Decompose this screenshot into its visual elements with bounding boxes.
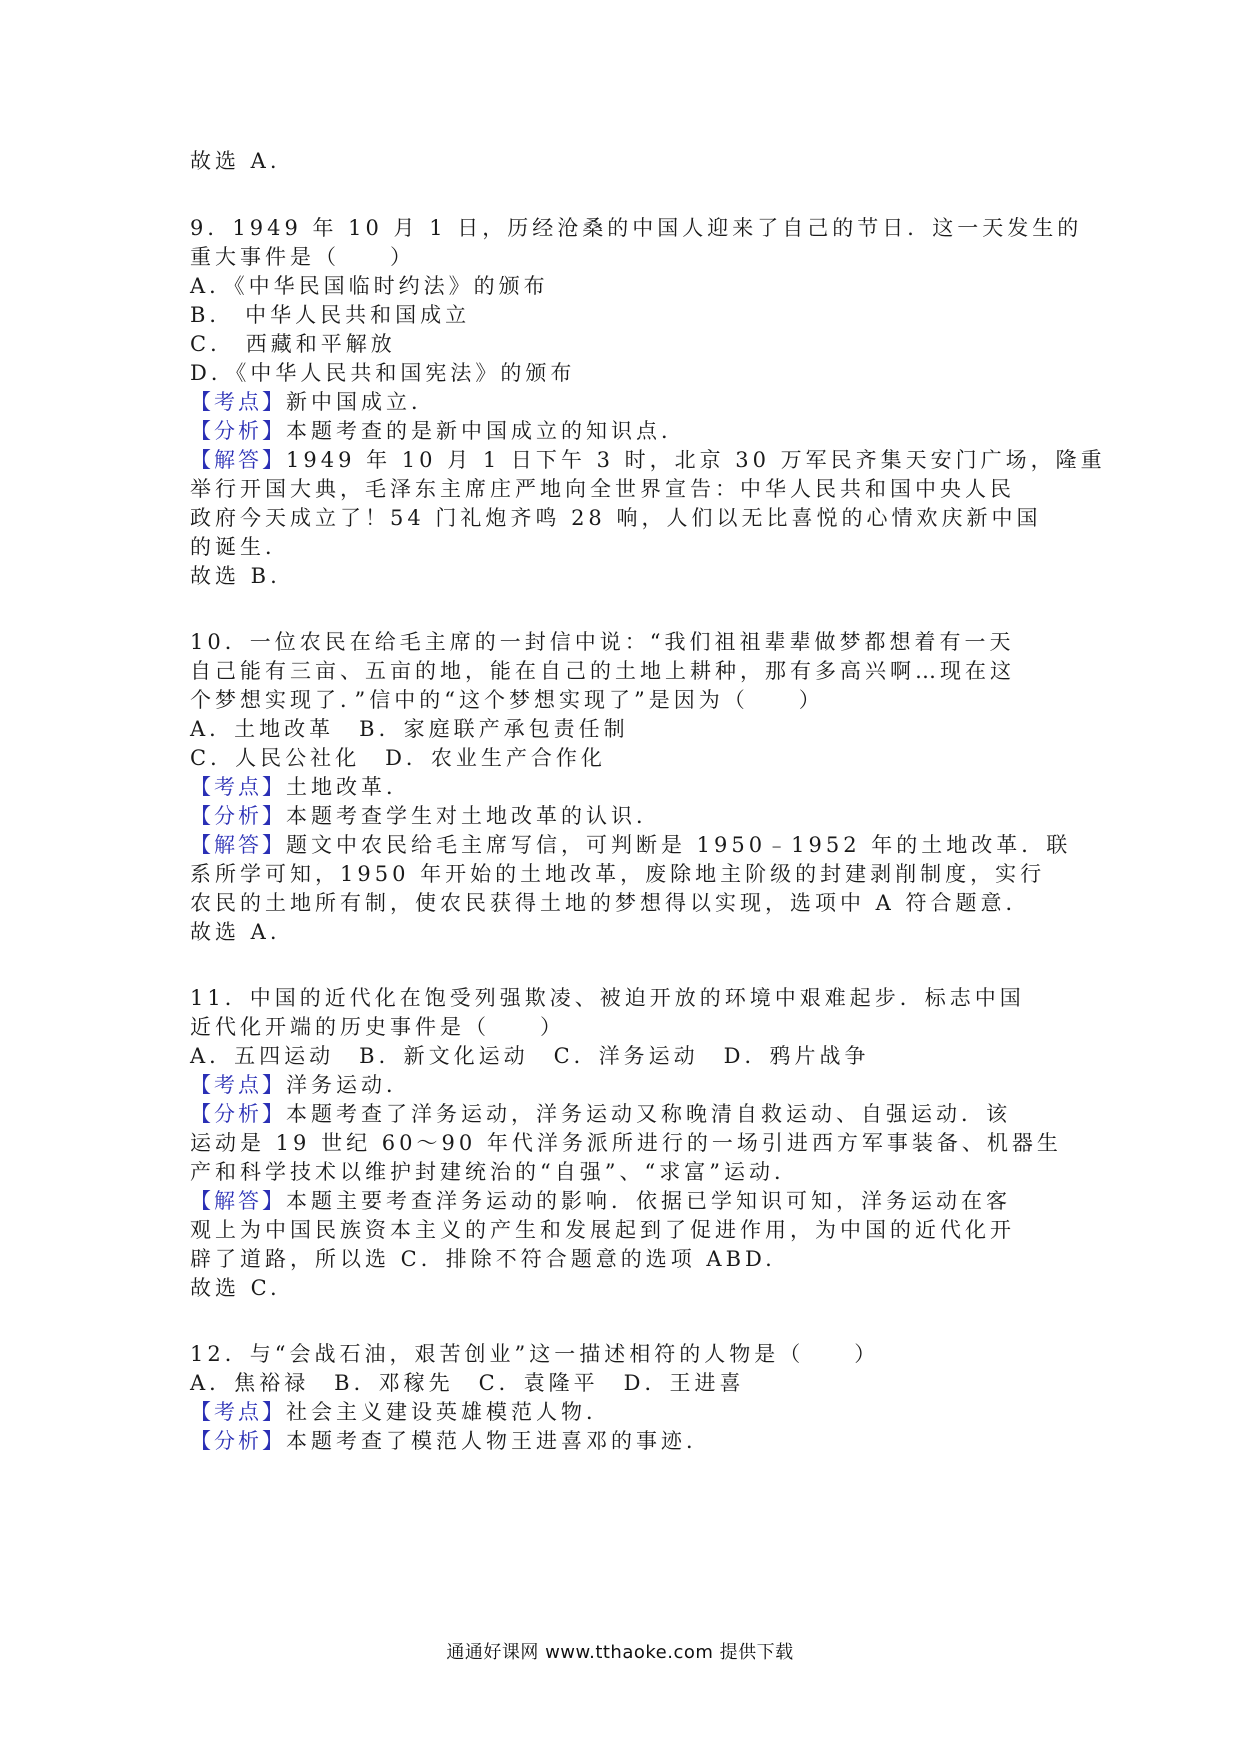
section-tag: 【考点】 xyxy=(190,1073,286,1097)
text-line xyxy=(190,331,1070,357)
text-line xyxy=(190,1043,1070,1069)
text-line xyxy=(190,148,1070,174)
text-line xyxy=(190,1014,1070,1040)
line-text: 观上为中国民族资本主义的产生和发展起到了促进作用，为中国的近代化开 xyxy=(190,1218,1015,1242)
line-text: A．《中华民国临时约法》的颁布 xyxy=(190,274,549,298)
section-tag: 【分析】 xyxy=(190,419,286,443)
section-tag: 【解答】 xyxy=(190,448,286,472)
section-tag: 【考点】 xyxy=(190,775,286,799)
text-line xyxy=(190,476,1070,502)
line-text: 政府今天成立了！54 门礼炮齐鸣 28 响，人们以无比喜悦的心情欢庆新中国 xyxy=(190,506,1042,530)
line-text: 举行开国大典，毛泽东主席庄严地向全世界宣告：中华人民共和国中央人民 xyxy=(190,477,1015,501)
text-line xyxy=(190,803,1070,829)
text-line xyxy=(190,447,1106,473)
text-line xyxy=(190,1370,1070,1396)
line-text: 本题考查的是新中国成立的知识点． xyxy=(286,419,686,443)
line-text: 11．中国的近代化在饱受列强欺凌、被迫开放的环境中艰难起步．标志中国 xyxy=(190,986,1025,1010)
line-text: 土地改革． xyxy=(286,775,411,799)
section-tag: 【分析】 xyxy=(190,1429,286,1453)
text-line xyxy=(190,658,1070,684)
line-text: 10．一位农民在给毛主席的一封信中说：“我们祖祖辈辈做梦都想着有一天 xyxy=(190,630,1015,654)
text-line xyxy=(190,629,1070,655)
line-text: 社会主义建设英雄模范人物． xyxy=(286,1400,611,1424)
line-text: 近代化开端的历史事件是（ ） xyxy=(190,1015,565,1039)
text-line xyxy=(190,774,1070,800)
line-text: 9．1949 年 10 月 1 日，历经沧桑的中国人迎来了自己的节日．这一天发生的 xyxy=(190,216,1083,240)
line-text: 重大事件是（ ） xyxy=(190,245,415,269)
section-tag: 【分析】 xyxy=(190,804,286,828)
text-line xyxy=(190,1217,1070,1243)
line-text: 洋务运动． xyxy=(286,1073,411,1097)
line-text: 产和科学技术以维护封建统治的“自强”、“求富”运动． xyxy=(190,1160,799,1184)
line-text: 自己能有三亩、五亩的地，能在自己的土地上耕种，那有多高兴啊…现在这 xyxy=(190,659,1015,683)
line-text: C． 西藏和平解放 xyxy=(190,332,396,356)
line-text: 本题考查了模范人物王进喜邓的事迹． xyxy=(286,1429,711,1453)
section-tag: 【考点】 xyxy=(190,390,286,414)
text-line xyxy=(190,418,1070,444)
text-line xyxy=(190,919,1070,945)
text-line xyxy=(190,1101,1070,1127)
line-text: 故选 A. xyxy=(190,920,281,944)
text-line xyxy=(190,1072,1070,1098)
line-text: A．五四运动 B．新文化运动 C．洋务运动 D．鸦片战争 xyxy=(190,1044,870,1068)
line-text: 故选 A. xyxy=(190,149,281,173)
section-tag: 【分析】 xyxy=(190,1102,286,1126)
line-text: 本题主要考查洋务运动的影响．依据已学知识可知，洋务运动在客 xyxy=(286,1189,1011,1213)
section-tag: 【解答】 xyxy=(190,1189,286,1213)
text-line xyxy=(190,1159,1070,1185)
line-text: 1949 年 10 月 1 日下午 3 时，北京 30 万军民齐集天安门广场，隆重 xyxy=(286,448,1106,472)
line-text: 12．与“会战石油，艰苦创业”这一描述相符的人物是（ ） xyxy=(190,1342,880,1366)
line-text: 农民的土地所有制，使农民获得土地的梦想得以实现，选项中 A 符合题意． xyxy=(190,891,1031,915)
line-text: 本题考查学生对土地改革的认识． xyxy=(286,804,661,828)
line-text: 新中国成立． xyxy=(286,390,436,414)
text-line xyxy=(190,1399,1070,1425)
line-text: 题文中农民给毛主席写信，可判断是 1950﹣1952 年的土地改革．联 xyxy=(286,833,1072,857)
text-line xyxy=(190,273,1070,299)
line-text: 故选 C. xyxy=(190,1276,281,1300)
line-text: 系所学可知，1950 年开始的土地改革，废除地主阶级的封建剥削制度，实行 xyxy=(190,862,1046,886)
text-line xyxy=(190,389,1070,415)
section-tag: 【解答】 xyxy=(190,833,286,857)
text-line xyxy=(190,687,1070,713)
text-line xyxy=(190,832,1070,858)
text-line xyxy=(190,716,1070,742)
section-tag: 【考点】 xyxy=(190,1400,286,1424)
line-text: D．《中华人民共和国宪法》的颁布 xyxy=(190,361,576,385)
text-line xyxy=(190,1275,1070,1301)
text-line xyxy=(190,861,1070,887)
text-line xyxy=(190,302,1070,328)
line-text: A．土地改革 B．家庭联产承包责任制 xyxy=(190,717,629,741)
text-line xyxy=(190,505,1070,531)
text-line xyxy=(190,985,1070,1011)
text-line xyxy=(190,360,1070,386)
line-text: C．人民公社化 D．农业生产合作化 xyxy=(190,746,606,770)
text-line xyxy=(190,563,1070,589)
line-text: 个梦想实现了．”信中的“这个梦想实现了”是因为（ ） xyxy=(190,688,824,712)
line-text: 运动是 19 世纪 60～90 年代洋务派所进行的一场引进西方军事装备、机器生 xyxy=(190,1131,1062,1155)
text-line xyxy=(190,534,1070,560)
text-line xyxy=(190,1246,1070,1272)
text-line xyxy=(190,215,1083,241)
line-text: 辟了道路，所以选 C．排除不符合题意的选项 ABD. xyxy=(190,1247,776,1271)
line-text: B． 中华人民共和国成立 xyxy=(190,303,471,327)
page-footer: 通通好课网 www.tthaoke.com 提供下载 xyxy=(446,1642,794,1663)
text-line xyxy=(190,745,1070,771)
line-text: 故选 B. xyxy=(190,564,281,588)
text-line xyxy=(190,890,1070,916)
line-text: A．焦裕禄 B．邓稼先 C．袁隆平 D．王进喜 xyxy=(190,1371,745,1395)
line-text: 本题考查了洋务运动，洋务运动又称晚清自救运动、自强运动．该 xyxy=(286,1102,1011,1126)
text-line xyxy=(190,1188,1070,1214)
text-line xyxy=(190,1428,1070,1454)
text-line xyxy=(190,244,1070,270)
line-text: 的诞生． xyxy=(190,535,290,559)
text-line xyxy=(190,1341,1070,1367)
text-line xyxy=(190,1130,1070,1156)
